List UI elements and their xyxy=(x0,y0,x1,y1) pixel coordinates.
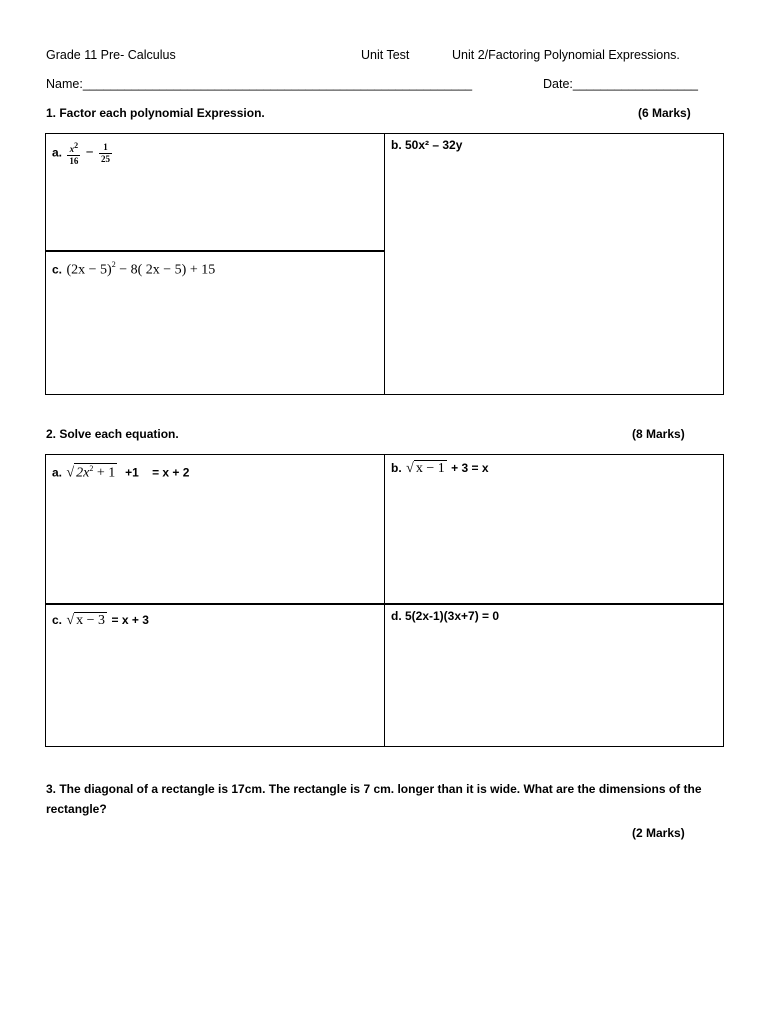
q2-c-cell xyxy=(45,603,385,747)
q1-c-cell xyxy=(45,250,385,395)
q3-text: 3. The diagonal of a rectangle is 17cm. The rectangle is 7 cm. longer than it is wide. What are the dimensions of the rectangle? xyxy=(46,782,702,816)
date-field: Date:__________________ xyxy=(543,77,699,91)
course-title: Grade 11 Pre- Calculus xyxy=(46,48,176,62)
q1-b-expression: b. 50x² – 32y xyxy=(391,138,463,152)
q1-title: 1. Factor each polynomial Expression. xyxy=(46,106,265,120)
q2-d-cell xyxy=(384,603,724,747)
name-field: Name:________________________________________________________ xyxy=(46,77,473,91)
q3-marks: (2 Marks) xyxy=(632,826,685,840)
q1-a-cell xyxy=(45,133,385,251)
q2-d-expression: d. 5(2x-1)(3x+7) = 0 xyxy=(391,609,500,623)
sqrt-icon: √ x − 3 xyxy=(66,613,106,628)
q2-b-cell xyxy=(384,454,724,604)
q1-marks: (6 Marks) xyxy=(638,106,691,120)
unit-title: Unit 2/Factoring Polynomial Expressions. xyxy=(452,48,680,62)
q2-marks: (8 Marks) xyxy=(632,427,685,441)
sqrt-icon: √ x − 1 xyxy=(406,461,445,476)
sqrt-icon: √ $2x^2 + 1$ xyxy=(66,464,116,481)
q2-title: 2. Solve each equation. xyxy=(46,427,179,441)
q2-c-expression: c. √ x − 3 = x + 3 xyxy=(52,613,149,628)
test-title: Unit Test xyxy=(361,48,410,62)
q2-a-cell xyxy=(45,454,385,604)
fraction-x2-16: $\frac{x^2}{16}$ xyxy=(69,141,79,166)
q1-a-expression: a. $\frac{x^2}{16}$ − $\frac{1}{25}$ xyxy=(52,141,111,166)
fraction-1-25: $\frac{1}{25}$ xyxy=(101,142,111,164)
q2-b-expression: b. √ x − 1 + 3 = x xyxy=(391,461,489,476)
q2-a-expression: a. √ $2x^2 + 1 +1$ = x + 2 xyxy=(52,464,190,481)
q1-b-cell xyxy=(384,133,724,395)
q1-c-expression: c. $(2x - 5)^2 - 8$( 2x − 5) + 15 xyxy=(52,260,216,278)
